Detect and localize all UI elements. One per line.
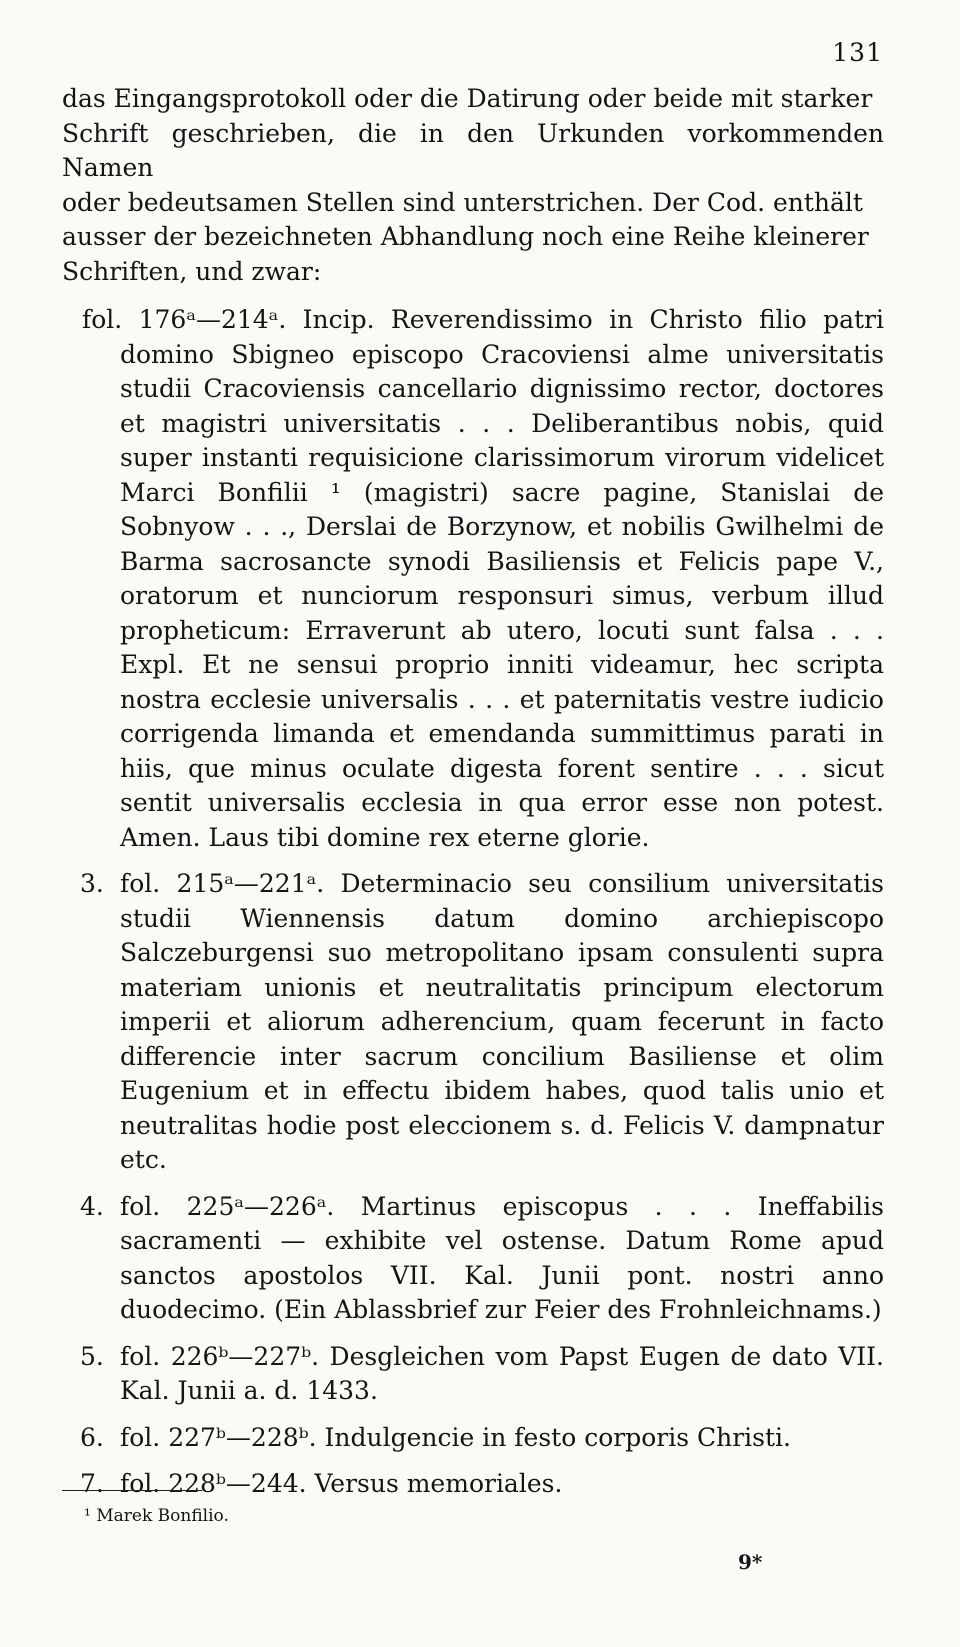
entry-text: fol. 225ᵃ—226ᵃ. Martinus episcopus . . . Ineffabilis sacramenti — exhibite vel ostense. Datum Rome apud sanctos apostolos VII. Kal. Junii pont. nostri anno duodecimo. (Ein Ablassbrief zur Feier des Frohnleichnams.) — [120, 1191, 884, 1324]
entry-text: fol. 228ᵇ—244. Versus memoriales. — [120, 1469, 563, 1498]
entry-number: 3. — [80, 869, 104, 898]
intro-paragraph — [62, 82, 884, 289]
intro-line: oder bedeutsamen Stellen sind unterstrichen. Der Cod. enthält — [62, 187, 863, 217]
entry-text: fol. 226ᵇ—227ᵇ. Desgleichen vom Papst Eugen de dato VII. Kal. Junii a. d. 1433. — [120, 1341, 884, 1405]
intro-line: Schrift geschrieben, die in den Urkunden vorkommenden Namen — [62, 118, 884, 182]
entry-text: fol. 176ᵃ—214ᵃ. Incip. Reverendissimo in Christo filio patri domino Sbigneo episcopo Cracoviensi alme universitatis studii Cracoviensis cancellario dignissimo rector, doctores et magistri universitatis . . . Deliberantibus nobis, quid super instanti requisicione clarissimorum virorum videlicet Marci Bonfilii ¹ (magistri) sacre pagine, Stanislai de Sobnyow . . ., Derslai de Borzynow, et nobilis Gwilhelmi de Barma sacrosancte synodi Basiliensis et Felicis pape V., oratorum et nunciorum responsuri simus, verbum illud propheticum: Erraverunt ab utero, locuti sunt falsa . . . Expl. Et ne sensui proprio inniti videamur, hec scripta nostra ecclesie universalis . . . et paternitatis vestre iudicio corrigenda limanda et emendanda summittimus parati in hiis, que minus oculate digesta forent sentire . . . sicut sentit universalis ecclesia in qua error esse non potest. Amen. Laus tibi domine rex eterne glorie. — [82, 305, 884, 852]
entry-number: 6. — [80, 1422, 104, 1452]
entry-7 — [62, 1467, 884, 1502]
footnote-divider — [62, 1490, 202, 1491]
entry-number: 4. — [80, 1191, 104, 1221]
entry-number: 5. — [80, 1341, 104, 1371]
page-number: 131 — [832, 38, 883, 67]
entry-text: fol. 227ᵇ—228ᵇ. Indulgencie in festo corporis Christi. — [120, 1422, 791, 1452]
entry-number: 7. — [80, 1469, 104, 1498]
entry-3 — [62, 867, 884, 1178]
intro-line: ausser der bezeichneten Abhandlung noch eine Reihe kleinerer — [62, 222, 869, 251]
intro-line: Schriften, und zwar: — [62, 256, 322, 286]
intro-line: das Eingangsprotokoll oder die Datirung oder beide mit starker — [62, 84, 873, 113]
signature-mark: 9* — [738, 1550, 763, 1574]
entry-fol-176 — [82, 303, 884, 855]
entry-4 — [62, 1190, 884, 1328]
entry-5 — [62, 1340, 884, 1409]
main-text — [62, 82, 884, 1502]
entry-text: fol. 215ᵃ—221ᵃ. Determinacio seu consilium universitatis studii Wiennensis datum domino archiepiscopo Salczeburgensi suo metropolitano ipsam consulenti supra materiam unionis et neutralitatis principum electorum imperii et aliorum adherencium, quam fecerunt in facto differencie inter sacrum concilium Basiliense et olim Eugenium et in effectu ibidem habes, quod talis unio et neutralitas hodie post eleccionem s. d. Felicis V. dampnatur etc. — [120, 869, 884, 1174]
entry-6 — [62, 1421, 884, 1456]
footnote: ¹ Marek Bonfilio. — [84, 1506, 229, 1526]
